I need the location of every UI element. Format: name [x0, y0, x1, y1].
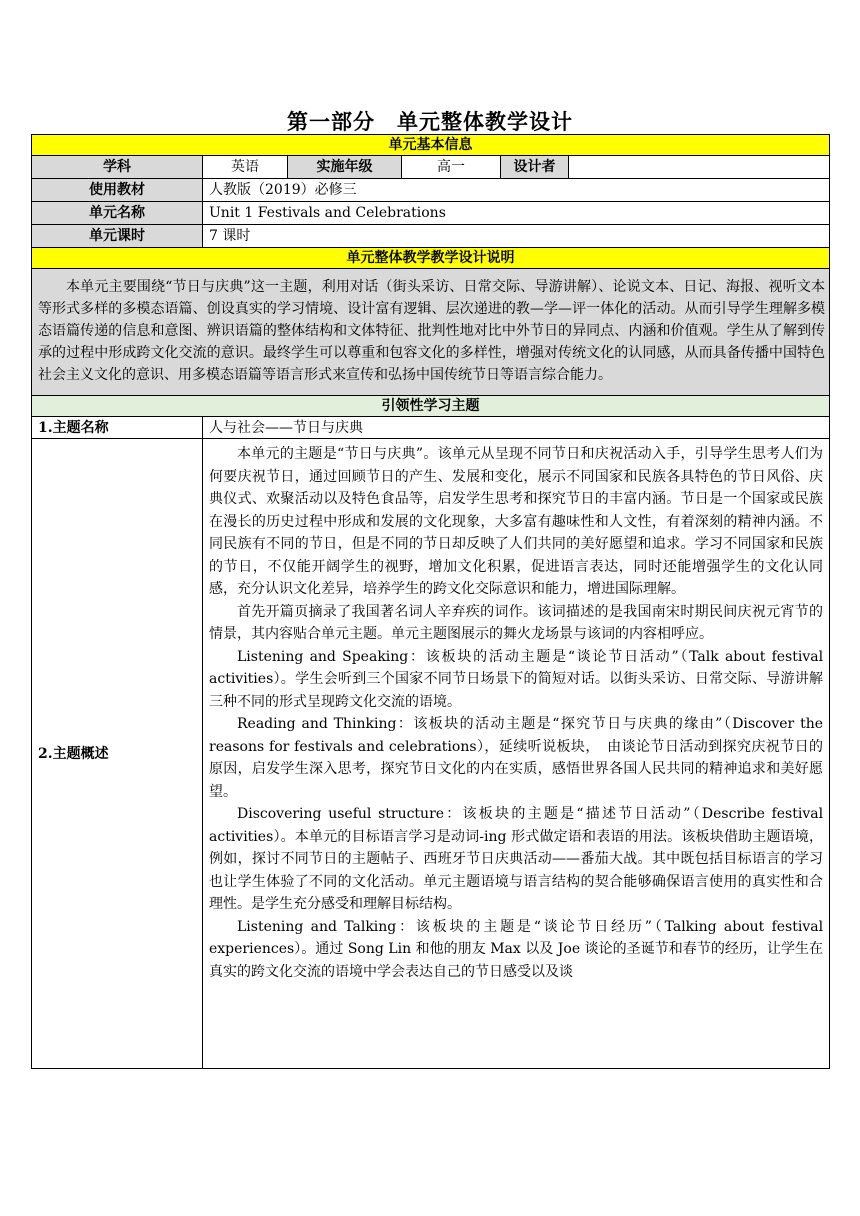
unit-hours-label: 单元课时	[32, 225, 203, 248]
theme-header: 引领性学习主题	[32, 396, 830, 417]
theme-header-row	[32, 396, 830, 417]
subject-row	[32, 156, 830, 179]
unit-design-table	[31, 134, 830, 1069]
designer-label: 设计者	[501, 156, 569, 179]
overview-paragraph: Reading and Thinking：该板块的活动主题是“探究节日与庆典的缘由”（Discover the reasons for festivals and celebrations），延续听说板块， 由谈论节日活动到探究庆祝节日的原因，启发学生深入思考，探究节日文化的内在实质，感悟世界各国人民共同的精神追求和美好愿望。	[209, 716, 824, 800]
overview-paragraph: Listening and Talking：该板块的主题是“谈论节日经历”（Talking about festival experiences）。通过 Song Lin 和他的朋友 Max 以及 Joe 谈论的圣诞节和春节的经历，让学生在真实的跨文化交流的语境中学会表达自己的节日感受以及谈	[209, 918, 824, 980]
unit-name-value: Unit 1 Festivals and Celebrations	[203, 202, 830, 225]
unit-hours-row	[32, 225, 830, 248]
basic-info-header-row	[32, 135, 830, 156]
textbook-value: 人教版（2019）必修三	[203, 179, 830, 202]
unit-hours-value: 7 课时	[203, 225, 830, 248]
grade-value: 高一	[402, 156, 501, 179]
overview-paragraph: 首先开篇页摘录了我国著名词人辛弃疾的词作。该词描述的是我国南宋时期民间庆祝元宵节的情景，其内容贴合单元主题。单元主题图展示的舞火龙场景与该词的内容相呼应。	[209, 603, 824, 642]
design-description: 本单元主要围绕“节日与庆典”这一主题，利用对话（街头采访、日常交际、导游讲解）、论说文本、日记、海报、视听文本等形式多样的多模态语篇、创设真实的学习情境、设计富有逻辑、层次递进的教—学—评一体化的活动。从而引导学生理解多模态语篇传递的信息和意图、辨识语篇的整体结构和文体特征、批判性地对比中外节日的异同点、内涵和价值观。学生从了解到传承的过程中形成跨文化交流的意识。最终学生可以尊重和包容文化的多样性，增强对传统文化的认同感，从而具备传播中国特色社会主义文化的意识、用多模态语篇等语言形式来宣传和弘扬中国传统节日等语言综合能力。	[38, 279, 826, 383]
overview-paragraph: Listening and Speaking：该板块的活动主题是“谈论节日活动”（Talk about festival activities）。学生会听到三个国家不同节日场景下的简短对话。以街头采访、日常交际、导游讲解三种不同的形式呈现跨文化交流的语境。	[209, 648, 824, 710]
unit-name-label: 单元名称	[32, 202, 203, 225]
overview-paragraph: Discovering useful structure：该板块的主题是“描述节日活动”（Describe festival activities）。本单元的目标语言学习是动词-ing 形式做定语和表语的用法。该板块借助主题语境，例如，探讨不同节日的主题帖子、西班牙节日庆典活动——番茄大战。其中既包括目标语言的学习也让学生体验了不同的文化活动。单元主题语境与语言结构的契合能够确保语言使用的真实性和合理性。是学生充分感受和理解目标结构。	[209, 806, 824, 912]
grade-label: 实施年级	[288, 156, 402, 179]
design-header-row	[32, 248, 830, 269]
theme-overview-label: 2.主题概述	[32, 439, 203, 1069]
unit-name-row	[32, 202, 830, 225]
textbook-label: 使用教材	[32, 179, 203, 202]
theme-overview-row	[32, 439, 830, 1069]
basic-info-header: 单元基本信息	[32, 135, 830, 156]
designer-value	[569, 156, 830, 179]
design-text-row	[32, 269, 830, 396]
subject-value: 英语	[203, 156, 288, 179]
subject-label: 学科	[32, 156, 203, 179]
textbook-row	[32, 179, 830, 202]
theme-name-row	[32, 417, 830, 439]
design-header: 单元整体教学教学设计说明	[32, 248, 830, 269]
theme-name-value: 人与社会——节日与庆典	[203, 417, 830, 439]
page-title: 第一部分 单元整体教学设计	[287, 109, 573, 134]
overview-paragraph: 本单元的主题是“节日与庆典”。该单元从呈现不同节日和庆祝活动入手，引导学生思考人们为何要庆祝节日，通过回顾节日的产生、发展和变化，展示不同国家和民族各具特色的节日风俗、庆典仪式、欢聚活动以及特色食品等，启发学生思考和探究节日的丰富内涵。节日是一个国家或民族在漫长的历史过程中形成和发展的文化现象，大多富有趣味性和人文性，有着深刻的精神内涵。不同民族有不同的节日，但是不同的节日却反映了人们共同的美好愿望和追求。学习不同国家和民族的节日，不仅能开阔学生的视野，增加文化积累，促进语言表达，同时还能增强学生的文化认同感，充分认识文化差异，培养学生的跨文化交际意识和能力，增进国际理解。	[209, 446, 824, 597]
theme-name-label: 1.主题名称	[32, 417, 203, 439]
